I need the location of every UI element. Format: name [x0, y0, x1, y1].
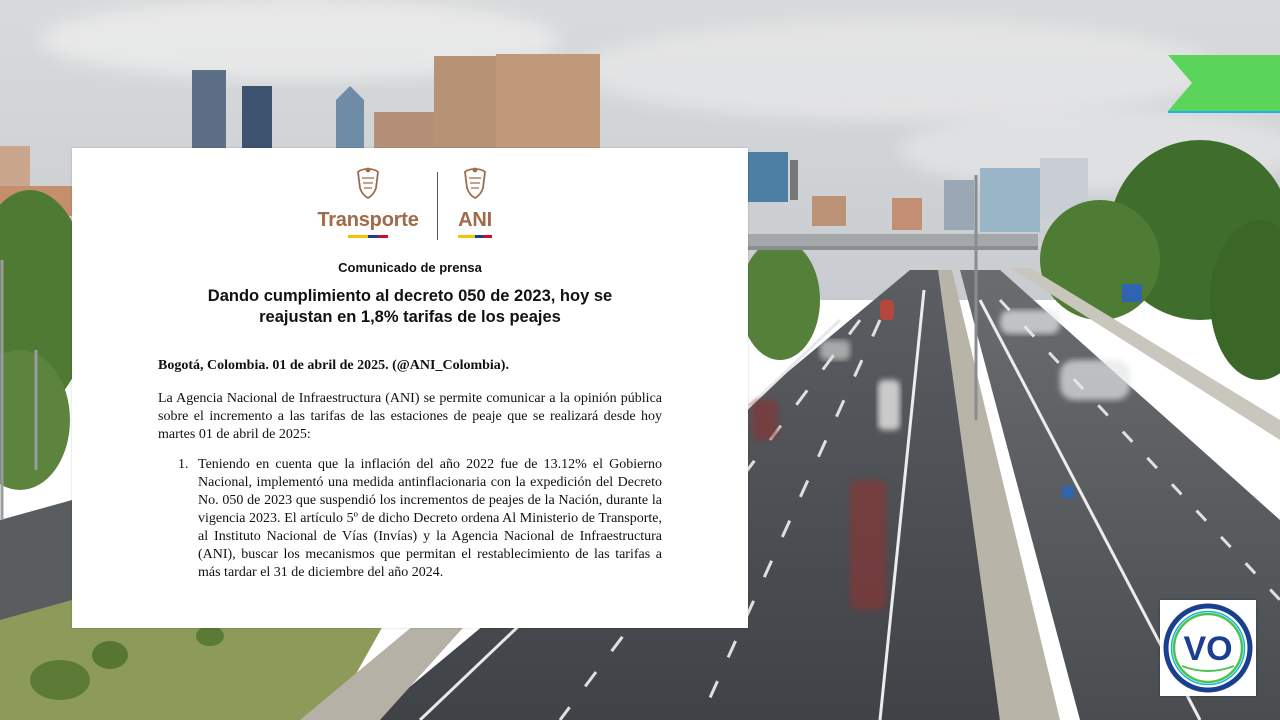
logo-divider — [437, 172, 438, 240]
flag-stripe-icon — [348, 235, 388, 238]
title-line-2: reajustan en 1,8% tarifas de los peajes — [259, 308, 561, 326]
vo-logo-text: VO — [1183, 630, 1233, 668]
flag-stripe-icon — [458, 235, 492, 238]
press-release-list — [158, 456, 662, 582]
colombia-coat-of-arms-icon — [352, 166, 384, 200]
press-release-kicker: Comunicado de prensa — [338, 260, 482, 275]
transporte-logo-text: Transporte — [317, 209, 419, 231]
colombia-coat-of-arms-icon — [459, 166, 491, 200]
press-release-title — [132, 286, 688, 328]
ani-logo-text: ANI — [458, 209, 492, 231]
institution-logos — [72, 166, 748, 246]
press-release-dateline: Bogotá, Colombia. 01 de abril de 2025. (@ANI_Colombia). — [158, 358, 509, 373]
green-ribbon-icon — [1168, 55, 1280, 113]
ani-logo — [442, 166, 508, 246]
list-item — [158, 456, 662, 582]
list-item-text: Teniendo en cuenta que la inflación del año 2022 fue de 13.12% el Gobierno Nacional, implementó una medida antinflacionaria con la expedición del Decreto No. 050 de 2023 que suspendió los incrementos de peajes de la Nación, durante la vigencia 2023. El artículo 5º de dicho Decreto ordena Al Ministerio de Transporte, al Instituto Nacional de Vías (Invías) y la Agencia Nacional de Infraestructura (ANI), buscar los mecanismos que permitan el restablecimiento de las tarifas a más tardar el 31 de diciembre del año 2024. — [198, 457, 662, 580]
transporte-logo — [312, 166, 424, 246]
vo-logo-icon — [1160, 600, 1256, 696]
press-release-intro: La Agencia Nacional de Infraestructura (ANI) se permite comunicar a la opinión pública sobre el incremento a las tarifas de las estaciones de peaje que se realizará desde hoy martes 01 de abril de 2025: — [158, 391, 662, 442]
title-line-1: Dando cumplimiento al decreto 050 de 2023, hoy se — [207, 287, 613, 305]
list-item-number: 1. — [178, 457, 189, 472]
press-release-document — [72, 148, 748, 628]
vo-brand-badge — [1160, 600, 1256, 696]
